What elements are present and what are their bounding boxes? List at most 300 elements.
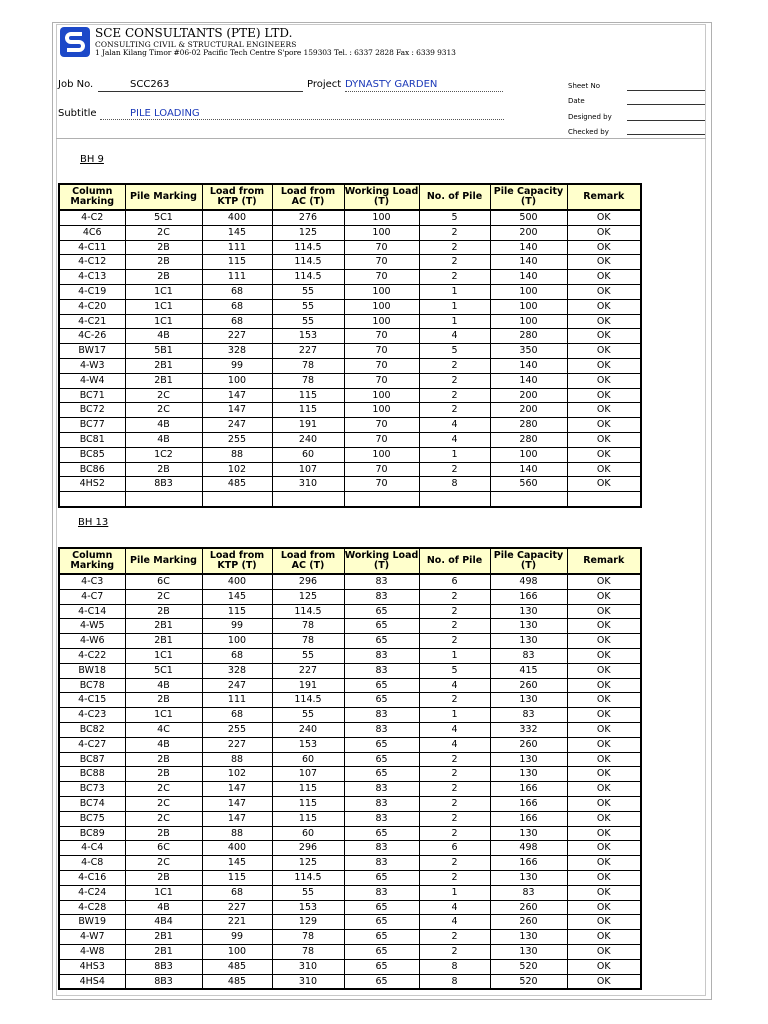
cell-pile-capacity: 280 bbox=[490, 418, 567, 433]
header-no-of-pile: No. of Pile bbox=[419, 548, 490, 574]
cell-working-load: 83 bbox=[344, 708, 419, 723]
cell-pile-marking: 2B bbox=[125, 752, 202, 767]
cell-remark: OK bbox=[567, 270, 641, 285]
cell-pile-marking: 4B bbox=[125, 737, 202, 752]
cell-pile-marking: 2B bbox=[125, 240, 202, 255]
cell-load-ktp: 88 bbox=[202, 752, 272, 767]
cell-remark: OK bbox=[567, 648, 641, 663]
cell-working-load: 100 bbox=[344, 225, 419, 240]
cell-pile-capacity: 260 bbox=[490, 678, 567, 693]
cell-working-load: 70 bbox=[344, 270, 419, 285]
project-label: Project bbox=[307, 79, 342, 90]
cell-pile-capacity: 83 bbox=[490, 885, 567, 900]
cell-remark: OK bbox=[567, 284, 641, 299]
table-row bbox=[59, 648, 641, 663]
cell-remark: OK bbox=[567, 663, 641, 678]
cell-no-of-pile: 2 bbox=[419, 944, 490, 959]
cell-column-marking: BC81 bbox=[59, 432, 125, 447]
cell-pile-marking: 2C bbox=[125, 403, 202, 418]
table-row bbox=[59, 722, 641, 737]
cell-no-of-pile: 1 bbox=[419, 447, 490, 462]
cell-load-ktp: 88 bbox=[202, 447, 272, 462]
cell-column-marking: 4-W5 bbox=[59, 619, 125, 634]
cell-load-ac: 227 bbox=[272, 344, 344, 359]
cell-no-of-pile: 4 bbox=[419, 329, 490, 344]
cell-pile-capacity: 140 bbox=[490, 255, 567, 270]
cell-working-load: 100 bbox=[344, 299, 419, 314]
cell-column-marking: BC86 bbox=[59, 462, 125, 477]
cell-pile-capacity: 498 bbox=[490, 841, 567, 856]
cell-no-of-pile: 2 bbox=[419, 782, 490, 797]
cell-column-marking: 4-W8 bbox=[59, 944, 125, 959]
cell-pile-capacity: 130 bbox=[490, 604, 567, 619]
cell-load-ktp: 68 bbox=[202, 708, 272, 723]
cell-pile-capacity: 200 bbox=[490, 388, 567, 403]
cell-pile-marking: 2C bbox=[125, 225, 202, 240]
cell-column-marking: 4-C7 bbox=[59, 589, 125, 604]
date-underline bbox=[627, 104, 705, 105]
cell-load-ac: 276 bbox=[272, 210, 344, 225]
cell-load-ktp: 255 bbox=[202, 722, 272, 737]
company-name: SCE CONSULTANTS (PTE) LTD. bbox=[95, 26, 293, 40]
cell-pile-capacity: 520 bbox=[490, 959, 567, 974]
cell-no-of-pile: 4 bbox=[419, 722, 490, 737]
cell-no-of-pile: 2 bbox=[419, 796, 490, 811]
cell-no-of-pile: 2 bbox=[419, 634, 490, 649]
cell-pile-marking: 1C1 bbox=[125, 885, 202, 900]
cell-remark: OK bbox=[567, 959, 641, 974]
cell-working-load bbox=[344, 492, 419, 507]
table-row bbox=[59, 329, 641, 344]
cell-pile-capacity: 166 bbox=[490, 589, 567, 604]
cell-remark: OK bbox=[567, 811, 641, 826]
cell-working-load: 65 bbox=[344, 678, 419, 693]
cell-working-load: 100 bbox=[344, 314, 419, 329]
cell-load-ac: 55 bbox=[272, 708, 344, 723]
cell-working-load: 70 bbox=[344, 255, 419, 270]
cell-column-marking bbox=[59, 492, 125, 507]
cell-pile-marking: 2B1 bbox=[125, 930, 202, 945]
cell-pile-marking: 2B1 bbox=[125, 358, 202, 373]
cell-pile-marking: 4B bbox=[125, 418, 202, 433]
cell-no-of-pile: 2 bbox=[419, 462, 490, 477]
cell-working-load: 70 bbox=[344, 477, 419, 492]
cell-working-load: 65 bbox=[344, 737, 419, 752]
table-row bbox=[59, 885, 641, 900]
cell-working-load: 70 bbox=[344, 240, 419, 255]
cell-remark: OK bbox=[567, 767, 641, 782]
cell-load-ac: 78 bbox=[272, 944, 344, 959]
cell-pile-marking: 4B bbox=[125, 900, 202, 915]
table-row bbox=[59, 299, 641, 314]
cell-no-of-pile: 6 bbox=[419, 574, 490, 589]
cell-pile-capacity: 500 bbox=[490, 210, 567, 225]
cell-load-ktp: 115 bbox=[202, 870, 272, 885]
cell-no-of-pile: 2 bbox=[419, 752, 490, 767]
date-label: Date bbox=[568, 97, 585, 105]
cell-load-ac: 125 bbox=[272, 225, 344, 240]
cell-working-load: 100 bbox=[344, 388, 419, 403]
cell-column-marking: 4-W7 bbox=[59, 930, 125, 945]
cell-column-marking: 4-C23 bbox=[59, 708, 125, 723]
cell-remark: OK bbox=[567, 299, 641, 314]
cell-load-ac: 78 bbox=[272, 634, 344, 649]
cell-load-ac bbox=[272, 492, 344, 507]
cell-load-ac: 114.5 bbox=[272, 604, 344, 619]
cell-column-marking: 4-W6 bbox=[59, 634, 125, 649]
table-row bbox=[59, 811, 641, 826]
cell-working-load: 65 bbox=[344, 619, 419, 634]
cell-pile-marking: 2B1 bbox=[125, 619, 202, 634]
cell-load-ktp: 485 bbox=[202, 959, 272, 974]
cell-load-ac: 78 bbox=[272, 358, 344, 373]
cell-pile-capacity: 260 bbox=[490, 915, 567, 930]
checked-label: Checked by bbox=[568, 128, 609, 136]
table-row bbox=[59, 225, 641, 240]
cell-column-marking: 4-C3 bbox=[59, 574, 125, 589]
cell-working-load: 65 bbox=[344, 693, 419, 708]
cell-pile-capacity: 166 bbox=[490, 811, 567, 826]
cell-column-marking: BC75 bbox=[59, 811, 125, 826]
cell-load-ac: 125 bbox=[272, 856, 344, 871]
cell-column-marking: 4-C13 bbox=[59, 270, 125, 285]
header-remark: Remark bbox=[567, 548, 641, 574]
cell-no-of-pile: 1 bbox=[419, 885, 490, 900]
cell-load-ac: 60 bbox=[272, 447, 344, 462]
cell-pile-marking: 2C bbox=[125, 811, 202, 826]
cell-load-ktp: 68 bbox=[202, 885, 272, 900]
cell-pile-capacity: 415 bbox=[490, 663, 567, 678]
cell-load-ktp: 328 bbox=[202, 344, 272, 359]
table-row bbox=[59, 663, 641, 678]
cell-column-marking: 4-W4 bbox=[59, 373, 125, 388]
cell-column-marking: BC85 bbox=[59, 447, 125, 462]
cell-pile-marking: 8B3 bbox=[125, 959, 202, 974]
cell-load-ac: 125 bbox=[272, 589, 344, 604]
cell-remark: OK bbox=[567, 900, 641, 915]
cell-load-ktp: 145 bbox=[202, 856, 272, 871]
cell-no-of-pile: 5 bbox=[419, 663, 490, 678]
cell-load-ktp: 227 bbox=[202, 329, 272, 344]
cell-working-load: 65 bbox=[344, 944, 419, 959]
cell-remark: OK bbox=[567, 447, 641, 462]
cell-load-ktp: 68 bbox=[202, 299, 272, 314]
cell-column-marking: BC74 bbox=[59, 796, 125, 811]
cell-remark: OK bbox=[567, 915, 641, 930]
section-title-bh9: BH 9 bbox=[80, 154, 104, 165]
cell-pile-marking: 2B bbox=[125, 826, 202, 841]
cell-no-of-pile: 2 bbox=[419, 388, 490, 403]
project-value: DYNASTY GARDEN bbox=[345, 79, 438, 90]
cell-load-ac: 78 bbox=[272, 373, 344, 388]
cell-remark: OK bbox=[567, 329, 641, 344]
cell-load-ktp: 485 bbox=[202, 974, 272, 989]
table-row bbox=[59, 432, 641, 447]
cell-load-ac: 310 bbox=[272, 974, 344, 989]
table-row bbox=[59, 284, 641, 299]
cell-working-load: 65 bbox=[344, 604, 419, 619]
cell-load-ktp: 247 bbox=[202, 418, 272, 433]
header-working-load: Working Load (T) bbox=[344, 548, 419, 574]
cell-working-load: 83 bbox=[344, 796, 419, 811]
cell-pile-capacity: 166 bbox=[490, 856, 567, 871]
cell-pile-capacity: 83 bbox=[490, 648, 567, 663]
cell-pile-marking: 6C bbox=[125, 574, 202, 589]
cell-load-ac: 296 bbox=[272, 841, 344, 856]
cell-load-ktp: 100 bbox=[202, 634, 272, 649]
cell-column-marking: BC71 bbox=[59, 388, 125, 403]
table-row bbox=[59, 870, 641, 885]
cell-load-ktp: 145 bbox=[202, 589, 272, 604]
cell-remark: OK bbox=[567, 403, 641, 418]
cell-no-of-pile: 2 bbox=[419, 240, 490, 255]
cell-load-ktp: 99 bbox=[202, 358, 272, 373]
cell-load-ac: 107 bbox=[272, 767, 344, 782]
cell-remark: OK bbox=[567, 856, 641, 871]
table-row bbox=[59, 447, 641, 462]
cell-no-of-pile: 2 bbox=[419, 373, 490, 388]
cell-load-ac: 114.5 bbox=[272, 693, 344, 708]
cell-pile-capacity: 166 bbox=[490, 782, 567, 797]
cell-load-ac: 115 bbox=[272, 388, 344, 403]
cell-working-load: 83 bbox=[344, 782, 419, 797]
subtitle-label: Subtitle bbox=[58, 108, 97, 119]
cell-working-load: 83 bbox=[344, 841, 419, 856]
cell-load-ac: 114.5 bbox=[272, 870, 344, 885]
cell-no-of-pile: 8 bbox=[419, 477, 490, 492]
sheet-label: Sheet No bbox=[568, 82, 600, 90]
cell-working-load: 100 bbox=[344, 210, 419, 225]
cell-pile-marking: 2B bbox=[125, 604, 202, 619]
cell-column-marking: BC77 bbox=[59, 418, 125, 433]
cell-load-ac: 55 bbox=[272, 299, 344, 314]
cell-load-ac: 55 bbox=[272, 885, 344, 900]
cell-pile-marking: 1C1 bbox=[125, 708, 202, 723]
cell-column-marking: BC89 bbox=[59, 826, 125, 841]
cell-working-load: 65 bbox=[344, 974, 419, 989]
cell-column-marking: 4-C20 bbox=[59, 299, 125, 314]
cell-remark: OK bbox=[567, 619, 641, 634]
cell-remark: OK bbox=[567, 752, 641, 767]
cell-column-marking: BW18 bbox=[59, 663, 125, 678]
cell-pile-marking: 4B bbox=[125, 329, 202, 344]
cell-working-load: 70 bbox=[344, 418, 419, 433]
cell-remark: OK bbox=[567, 604, 641, 619]
table-row bbox=[59, 492, 641, 507]
cell-load-ktp: 147 bbox=[202, 811, 272, 826]
cell-load-ktp: 145 bbox=[202, 225, 272, 240]
cell-pile-marking: 2B bbox=[125, 270, 202, 285]
cell-pile-marking: 4B bbox=[125, 678, 202, 693]
table-row bbox=[59, 462, 641, 477]
cell-pile-marking: 1C1 bbox=[125, 299, 202, 314]
cell-remark: OK bbox=[567, 225, 641, 240]
table-row bbox=[59, 782, 641, 797]
cell-load-ktp: 68 bbox=[202, 314, 272, 329]
cell-remark: OK bbox=[567, 796, 641, 811]
cell-pile-marking: 8B3 bbox=[125, 477, 202, 492]
cell-pile-capacity: 130 bbox=[490, 619, 567, 634]
pile-table-bh13 bbox=[58, 547, 642, 990]
table-header-row bbox=[59, 548, 641, 574]
checked-underline bbox=[627, 134, 705, 135]
cell-load-ac: 191 bbox=[272, 678, 344, 693]
cell-column-marking: BC72 bbox=[59, 403, 125, 418]
cell-column-marking: 4C-26 bbox=[59, 329, 125, 344]
table-row bbox=[59, 826, 641, 841]
cell-pile-marking: 1C2 bbox=[125, 447, 202, 462]
cell-load-ktp: 100 bbox=[202, 373, 272, 388]
cell-remark bbox=[567, 492, 641, 507]
cell-column-marking: 4-W3 bbox=[59, 358, 125, 373]
cell-load-ac: 60 bbox=[272, 826, 344, 841]
cell-pile-capacity: 100 bbox=[490, 299, 567, 314]
cell-pile-marking: 2C bbox=[125, 782, 202, 797]
cell-pile-capacity: 130 bbox=[490, 870, 567, 885]
cell-no-of-pile: 2 bbox=[419, 403, 490, 418]
cell-pile-marking: 2B bbox=[125, 870, 202, 885]
table-row bbox=[59, 900, 641, 915]
cell-working-load: 65 bbox=[344, 915, 419, 930]
cell-pile-marking bbox=[125, 492, 202, 507]
cell-working-load: 100 bbox=[344, 284, 419, 299]
cell-no-of-pile: 4 bbox=[419, 678, 490, 693]
cell-remark: OK bbox=[567, 693, 641, 708]
cell-working-load: 70 bbox=[344, 432, 419, 447]
table-row bbox=[59, 604, 641, 619]
cell-pile-capacity: 200 bbox=[490, 225, 567, 240]
header-remark: Remark bbox=[567, 184, 641, 210]
cell-working-load: 70 bbox=[344, 373, 419, 388]
cell-load-ktp: 111 bbox=[202, 693, 272, 708]
cell-pile-capacity: 130 bbox=[490, 944, 567, 959]
company-logo bbox=[60, 27, 90, 57]
cell-no-of-pile: 8 bbox=[419, 959, 490, 974]
cell-pile-marking: 2B bbox=[125, 693, 202, 708]
cell-pile-capacity: 140 bbox=[490, 358, 567, 373]
cell-pile-marking: 6C bbox=[125, 841, 202, 856]
cell-no-of-pile: 2 bbox=[419, 358, 490, 373]
cell-load-ktp: 255 bbox=[202, 432, 272, 447]
cell-no-of-pile: 4 bbox=[419, 418, 490, 433]
cell-column-marking: 4-C8 bbox=[59, 856, 125, 871]
cell-no-of-pile: 8 bbox=[419, 974, 490, 989]
cell-no-of-pile: 6 bbox=[419, 841, 490, 856]
cell-column-marking: 4-C16 bbox=[59, 870, 125, 885]
cell-pile-marking: 1C1 bbox=[125, 314, 202, 329]
cell-remark: OK bbox=[567, 589, 641, 604]
table-header-row bbox=[59, 184, 641, 210]
cell-pile-marking: 1C1 bbox=[125, 648, 202, 663]
cell-remark: OK bbox=[567, 737, 641, 752]
header-load-ktp: Load from KTP (T) bbox=[202, 548, 272, 574]
cell-working-load: 65 bbox=[344, 900, 419, 915]
cell-pile-capacity: 140 bbox=[490, 462, 567, 477]
cell-no-of-pile: 2 bbox=[419, 619, 490, 634]
cell-load-ac: 310 bbox=[272, 959, 344, 974]
cell-remark: OK bbox=[567, 358, 641, 373]
cell-remark: OK bbox=[567, 462, 641, 477]
cell-load-ac: 310 bbox=[272, 477, 344, 492]
cell-working-load: 70 bbox=[344, 358, 419, 373]
cell-no-of-pile: 5 bbox=[419, 344, 490, 359]
cell-load-ac: 115 bbox=[272, 811, 344, 826]
cell-no-of-pile: 4 bbox=[419, 737, 490, 752]
cell-pile-capacity: 130 bbox=[490, 767, 567, 782]
cell-remark: OK bbox=[567, 240, 641, 255]
cell-pile-marking: 2B bbox=[125, 462, 202, 477]
cell-pile-marking: 4B bbox=[125, 432, 202, 447]
cell-pile-marking: 8B3 bbox=[125, 974, 202, 989]
cell-load-ac: 107 bbox=[272, 462, 344, 477]
cell-column-marking: 4-C4 bbox=[59, 841, 125, 856]
cell-column-marking: 4-C24 bbox=[59, 885, 125, 900]
cell-no-of-pile: 2 bbox=[419, 589, 490, 604]
cell-pile-capacity: 520 bbox=[490, 974, 567, 989]
cell-working-load: 65 bbox=[344, 634, 419, 649]
cell-remark: OK bbox=[567, 314, 641, 329]
cell-no-of-pile: 2 bbox=[419, 930, 490, 945]
table-row bbox=[59, 856, 641, 871]
cell-remark: OK bbox=[567, 722, 641, 737]
header-working-load: Working Load (T) bbox=[344, 184, 419, 210]
cell-load-ktp: 102 bbox=[202, 462, 272, 477]
cell-no-of-pile: 2 bbox=[419, 767, 490, 782]
cell-column-marking: 4-C27 bbox=[59, 737, 125, 752]
cell-load-ktp: 227 bbox=[202, 737, 272, 752]
table-row bbox=[59, 752, 641, 767]
cell-load-ktp: 147 bbox=[202, 388, 272, 403]
cell-load-ktp: 147 bbox=[202, 403, 272, 418]
cell-working-load: 70 bbox=[344, 344, 419, 359]
cell-no-of-pile: 2 bbox=[419, 826, 490, 841]
cell-load-ac: 115 bbox=[272, 403, 344, 418]
table-row bbox=[59, 678, 641, 693]
cell-pile-capacity: 498 bbox=[490, 574, 567, 589]
cell-pile-capacity: 130 bbox=[490, 752, 567, 767]
cell-column-marking: 4HS2 bbox=[59, 477, 125, 492]
cell-no-of-pile: 2 bbox=[419, 693, 490, 708]
cell-remark: OK bbox=[567, 634, 641, 649]
cell-working-load: 83 bbox=[344, 885, 419, 900]
cell-column-marking: 4-C14 bbox=[59, 604, 125, 619]
table-row bbox=[59, 589, 641, 604]
cell-column-marking: 4-C15 bbox=[59, 693, 125, 708]
cell-load-ac: 153 bbox=[272, 737, 344, 752]
table-row bbox=[59, 693, 641, 708]
table-row bbox=[59, 403, 641, 418]
cell-load-ktp: 221 bbox=[202, 915, 272, 930]
cell-pile-marking: 5C1 bbox=[125, 210, 202, 225]
company-subtitle: CONSULTING CIVIL & STRUCTURAL ENGINEERS bbox=[95, 40, 297, 49]
cell-remark: OK bbox=[567, 826, 641, 841]
cell-remark: OK bbox=[567, 841, 641, 856]
cell-load-ktp: 88 bbox=[202, 826, 272, 841]
cell-pile-capacity: 260 bbox=[490, 737, 567, 752]
cell-load-ac: 114.5 bbox=[272, 255, 344, 270]
cell-load-ac: 60 bbox=[272, 752, 344, 767]
cell-remark: OK bbox=[567, 373, 641, 388]
cell-load-ac: 55 bbox=[272, 648, 344, 663]
cell-working-load: 65 bbox=[344, 752, 419, 767]
cell-load-ac: 78 bbox=[272, 619, 344, 634]
cell-pile-capacity: 140 bbox=[490, 373, 567, 388]
cell-column-marking: 4-C28 bbox=[59, 900, 125, 915]
cell-remark: OK bbox=[567, 255, 641, 270]
cell-no-of-pile: 2 bbox=[419, 870, 490, 885]
pile-table-bh9 bbox=[58, 183, 642, 508]
cell-working-load: 65 bbox=[344, 930, 419, 945]
